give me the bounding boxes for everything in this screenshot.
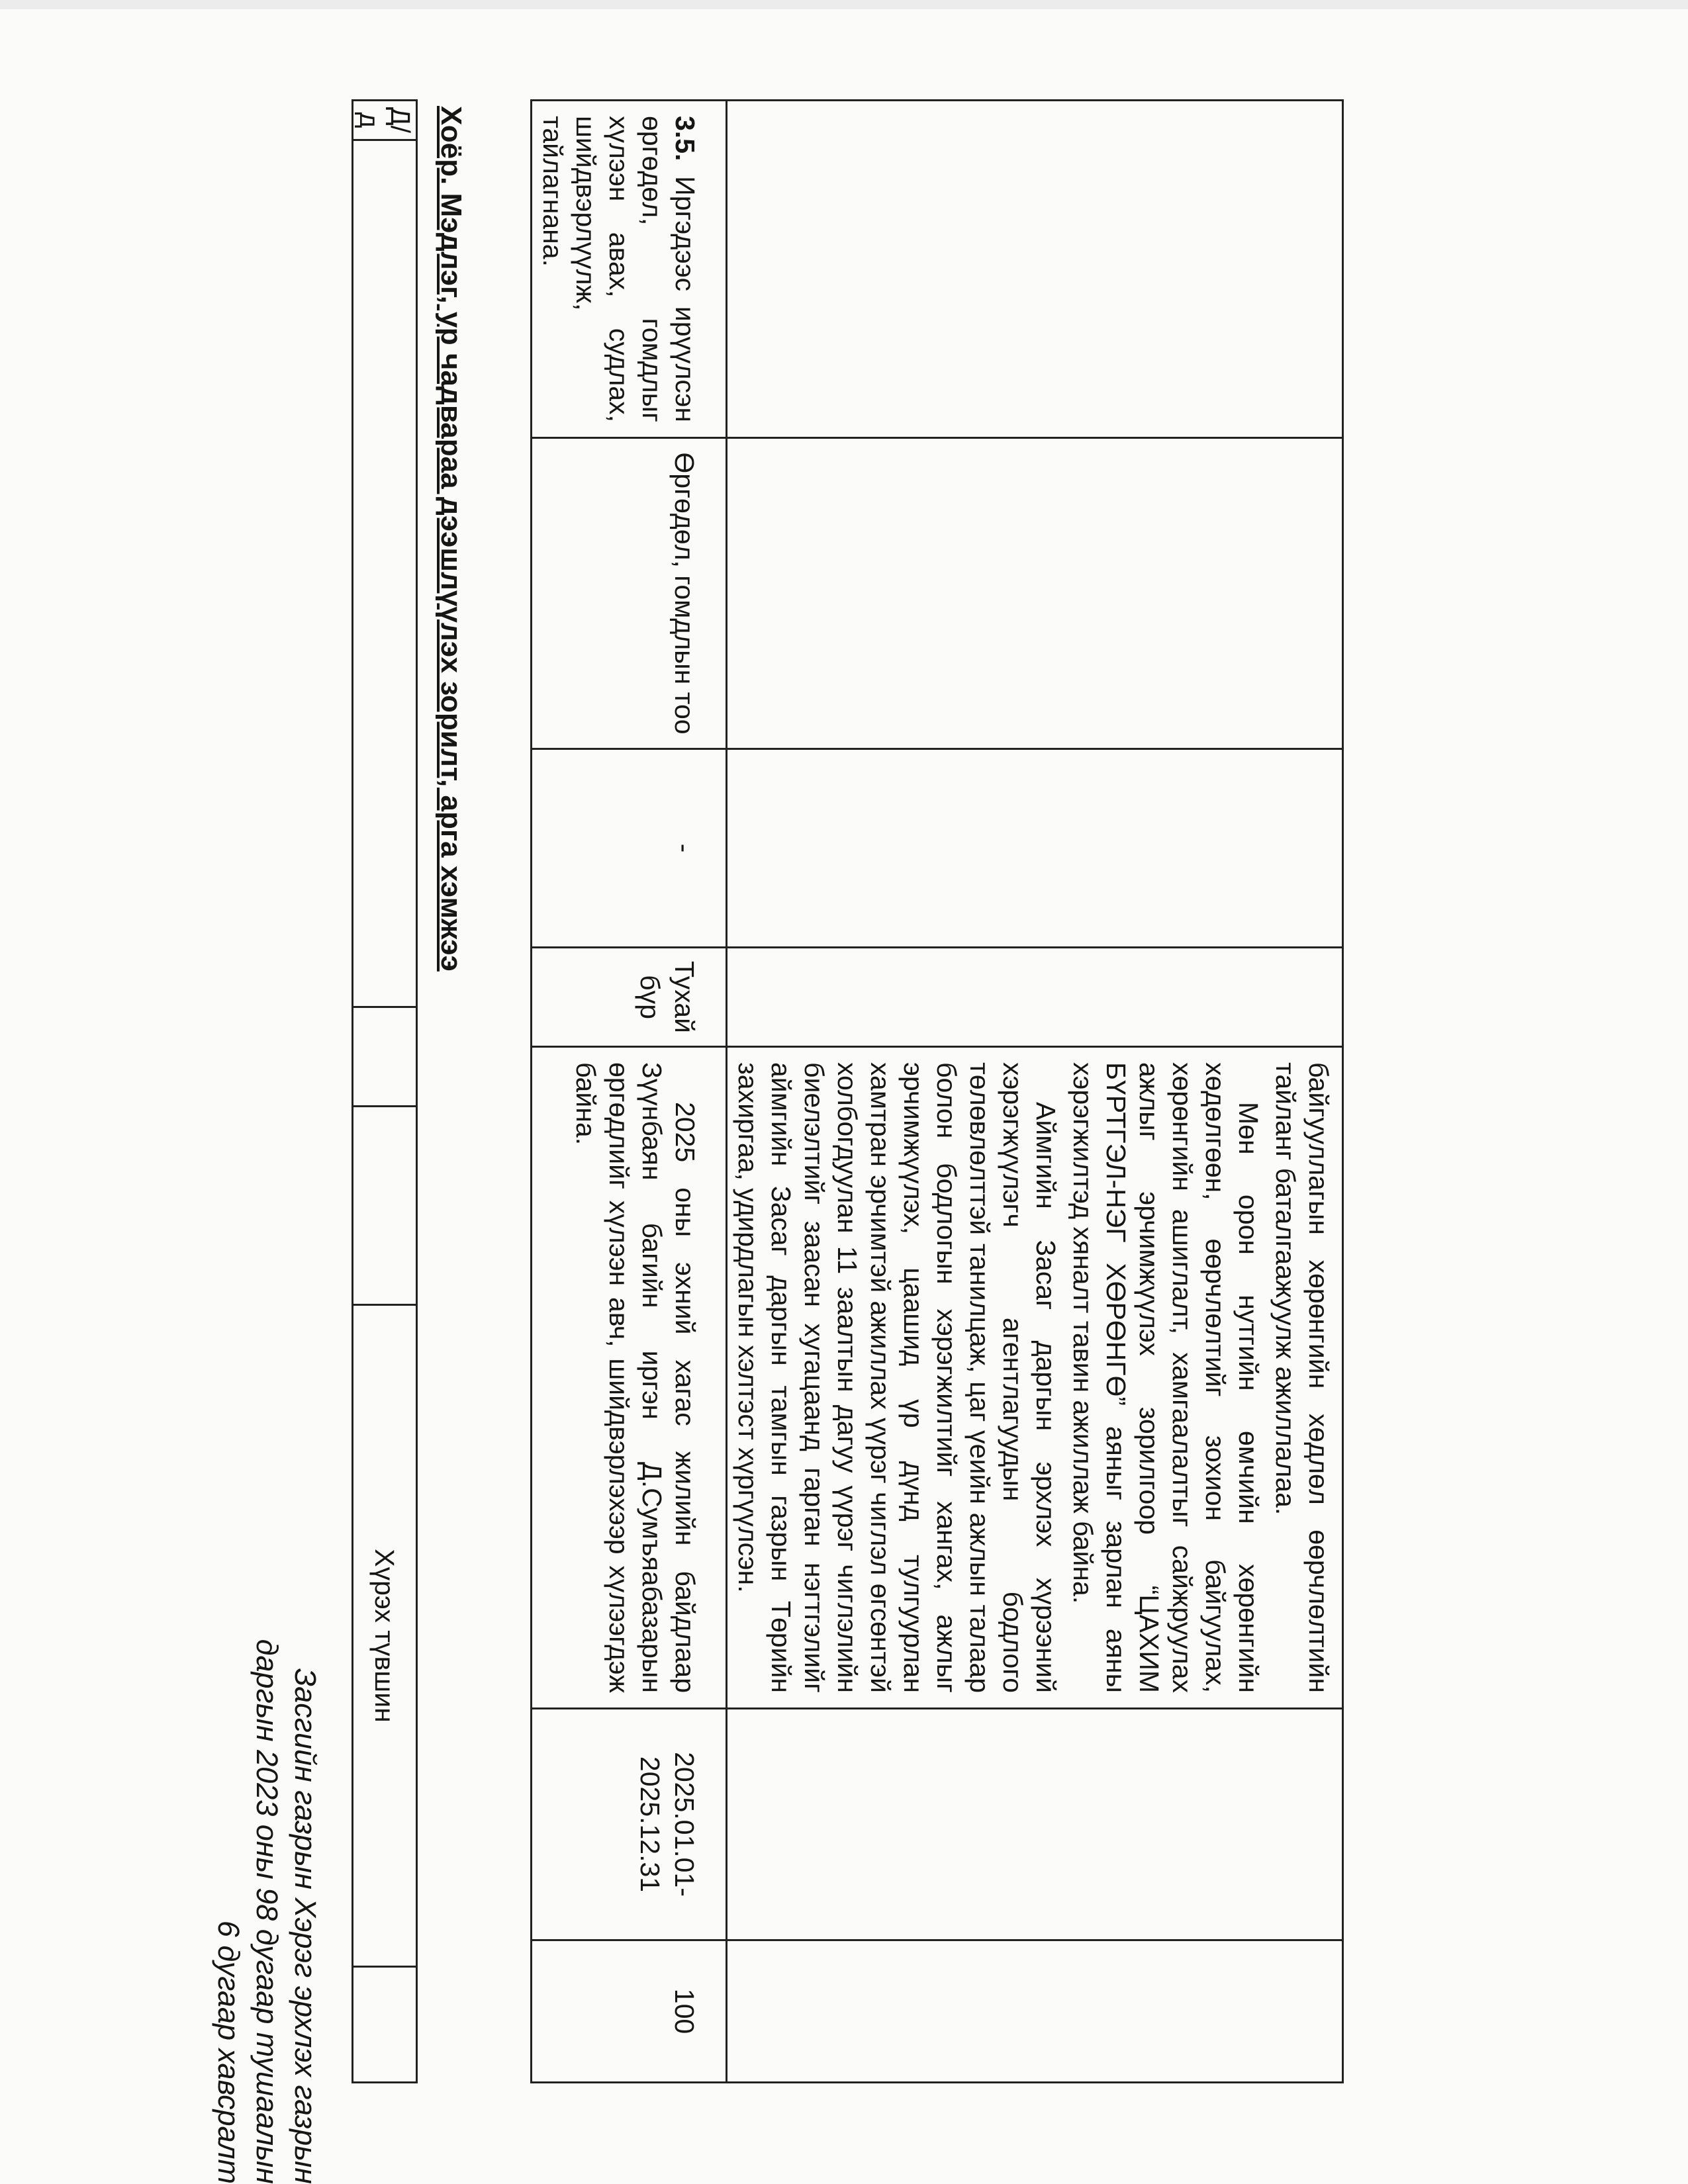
table-row xyxy=(727,101,1343,2083)
result-text: 2025 оны эхний хагас жилийн байдлаар Зүүнбаян багийн иргэн Д.Сумъяабазарын өргөдлийг хүлээн авч, шийдвэрлэхээр хүлээгдэж байна. xyxy=(571,1062,700,1693)
plan-table xyxy=(530,99,1344,2083)
baseline-text: - xyxy=(669,843,700,853)
result-paragraph: Аймгийн Засаг даргын эрхлэх хүрээний хэрэгжүүлэгч агентлагуудын бодлого төлөвлөлттэй танилцаж, цаг үеийн ажлын талаар болон бодлогын хэрэгжилтийг хангах, ажлыг эрчимжүүлэх, цаашид үр дүнд тулгуурлан хамтран эрчимтэй ажиллах үүрэг чиглэл өгсөнтэй холбогдуулан 11 заалтын дагуу үүрэг чиглэлийн биелэлтийг заасан хугацаанд гарган нэгтгэлийг аймгийн Засаг даргын тамгын газрын Төрийн захиргаа, удирдлагын хэлтэст хүргүүлсэн. xyxy=(733,1062,1061,1693)
empty-cell xyxy=(727,438,1343,749)
period-text: 2025.01.01-2025.12.31 xyxy=(635,1752,700,1897)
indicator-cell xyxy=(532,438,727,749)
empty-cell xyxy=(727,101,1343,438)
header-line-3: 6 дугаар хавсралт xyxy=(212,1920,246,2184)
score-text: 100 xyxy=(669,1988,700,2034)
document-header xyxy=(209,99,324,2184)
result-paragraph: байгууллагын хөрөнгийн хөдлөл өөрчлөлтийн тайланг баталгаажуулж ажиллалаа. xyxy=(1270,1062,1334,1693)
empty-cell xyxy=(727,948,1343,1047)
result-paragraph: Мөн орон нутгийн өмчийн хөрөнгийн хөдөлгөөн, өөрчлөлтийг зохион байгуулах, хөрөнгийн ашиглалт, хамгаалалтыг сайжруулах ажлыг эрчимжүүлэх зорилгоор “ЦАХИМ БҮРТГЭЛ-НЭГ ХӨРӨНГӨ” аяныг зарлан аяны хэрэгжилтэд хяналт тавин ажиллаж байна. xyxy=(1068,1062,1264,1693)
empty-cell xyxy=(727,749,1343,948)
target-cell xyxy=(532,948,727,1047)
section-two-table xyxy=(352,99,418,2083)
empty-cell xyxy=(353,140,417,1007)
activity-cell xyxy=(532,101,727,438)
empty-cell xyxy=(727,1940,1343,2083)
empty-cell xyxy=(727,1709,1343,1940)
empty-cell xyxy=(353,1007,417,1107)
result-cell-continued xyxy=(727,1047,1343,1709)
section-two-title: Хоёр. Мэдлэг, ур чадвараа дээшлүүлэх зорилт, арга хэмжээ xyxy=(435,106,467,972)
baseline-cell xyxy=(532,749,727,948)
col-header-number: Д/д xyxy=(353,101,417,140)
empty-cell xyxy=(353,1967,417,2083)
col-header-level: Хүрэх түвшин xyxy=(353,1305,417,1967)
header-line-2: даргын 2023 оны 98 дугаар тушаалын xyxy=(250,1639,284,2184)
indicator-text: Өргөдөл, гомдлын тоо xyxy=(669,452,700,735)
header-line-1: Засгийн газрын Хэрэг эрхлэх газрын xyxy=(289,1668,322,2184)
period-cell xyxy=(532,1709,727,1940)
empty-cell xyxy=(353,1107,417,1305)
table-row xyxy=(532,101,727,2083)
activity-text: Иргэдээс ирүүлсэн өргөдөл, гомдлыг хүлээн авах, судлах, шийдвэрлүүлж, тайлагнана. xyxy=(538,116,700,422)
result-cell xyxy=(532,1047,727,1709)
score-cell xyxy=(532,1940,727,2083)
row-number: 3.5. xyxy=(670,116,700,161)
target-text: Тухай бүр xyxy=(635,961,700,1033)
table-row xyxy=(353,101,417,2083)
